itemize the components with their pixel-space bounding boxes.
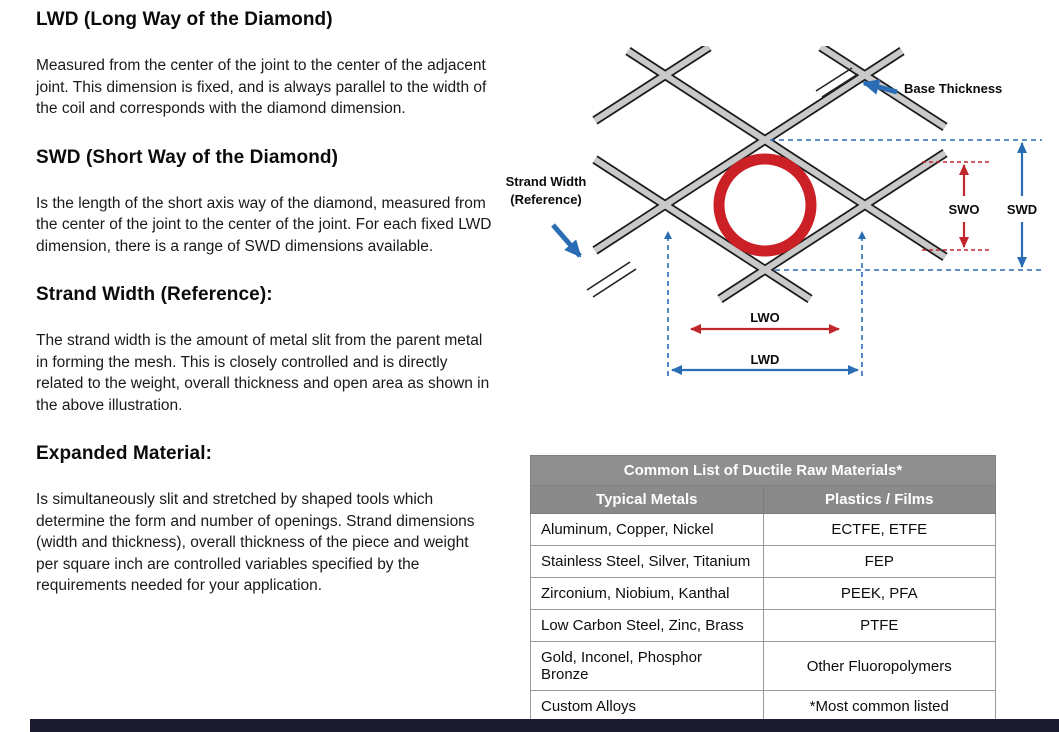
- metals-cell: Gold, Inconel, Phosphor Bronze: [531, 642, 764, 691]
- table-row: [531, 691, 996, 723]
- column-header-metals: Typical Metals: [531, 486, 764, 514]
- metals-cell: Custom Alloys: [531, 691, 764, 723]
- metals-cell: Aluminum, Copper, Nickel: [531, 514, 764, 546]
- metals-cell: Low Carbon Steel, Zinc, Brass: [531, 610, 764, 642]
- table-row: [531, 610, 996, 642]
- lwo-label: LWO: [750, 310, 780, 325]
- mesh-diagram: [490, 46, 1055, 396]
- heading-swd: SWD (Short Way of the Diamond): [36, 146, 339, 168]
- heading-strand-width: Strand Width (Reference):: [36, 284, 273, 305]
- footer-divider-bar: [30, 719, 1059, 732]
- table-row: [531, 642, 996, 691]
- plastics-cell: PTFE: [763, 610, 996, 642]
- section-strand-width: [36, 283, 492, 416]
- strand-width-pointer-arrow: [553, 225, 580, 256]
- paragraph-swd: Is the length of the short axis way of the diamond, measured from the center of the joint to the center of the joint. For each fixed LWD dimension, there is a range of SWD dimensions available.: [36, 194, 492, 255]
- swo-label: SWO: [948, 202, 980, 217]
- plastics-cell: PEEK, PFA: [763, 578, 996, 610]
- plastics-cell: FEP: [763, 546, 996, 578]
- table-title: Common List of Ductile Raw Materials*: [531, 456, 996, 486]
- section-lwd: [36, 8, 492, 120]
- plastics-cell: ECTFE, ETFE: [763, 514, 996, 546]
- table-row: [531, 578, 996, 610]
- paragraph-lwd: Measured from the center of the joint to the center of the adjacent joint. This dimension is fixed, and is always parallel to the width of the coil and corresponds with the diamond dimension.: [36, 57, 487, 117]
- metals-cell: Zirconium, Niobium, Kanthal: [531, 578, 764, 610]
- lwd-label: LWD: [750, 352, 780, 367]
- strand-width-section-lines: [587, 262, 636, 297]
- heading-expanded-material: Expanded Material:: [36, 443, 213, 464]
- base-thickness-label: Base Thickness: [904, 81, 1003, 96]
- section-swd: [36, 146, 492, 258]
- materials-table: [530, 455, 996, 723]
- table-row: [531, 514, 996, 546]
- paragraph-expanded-material: Is simultaneously slit and stretched by shaped tools which determine the form and number of openings. Strand dimensions (width and thickness), overall thickness of the piece and weight per square inch are controlled variables specified by the requirements needed for your application.: [36, 491, 475, 594]
- strand-width-label: Strand Width: [505, 174, 587, 189]
- plastics-cell: *Most common listed: [763, 691, 996, 723]
- paragraph-strand-width: The strand width is the amount of metal slit from the parent metal in forming the mesh. This is closely controlled and is directly related to the weight, overall thickness and open area as shown in the above illustration.: [36, 332, 490, 414]
- materials-table-container: [530, 455, 996, 723]
- column-header-plastics: Plastics / Films: [763, 486, 996, 514]
- strand-width-reference-label: (Reference): [510, 192, 582, 207]
- swd-label: SWD: [1006, 202, 1038, 217]
- opening-highlight-circle: [719, 159, 811, 251]
- table-row: [531, 546, 996, 578]
- metals-cell: Stainless Steel, Silver, Titanium: [531, 546, 764, 578]
- section-expanded-material: [36, 442, 492, 597]
- plastics-cell: Other Fluoropolymers: [763, 642, 996, 691]
- definitions-column: [36, 8, 492, 623]
- heading-lwd: LWD (Long Way of the Diamond): [36, 9, 333, 30]
